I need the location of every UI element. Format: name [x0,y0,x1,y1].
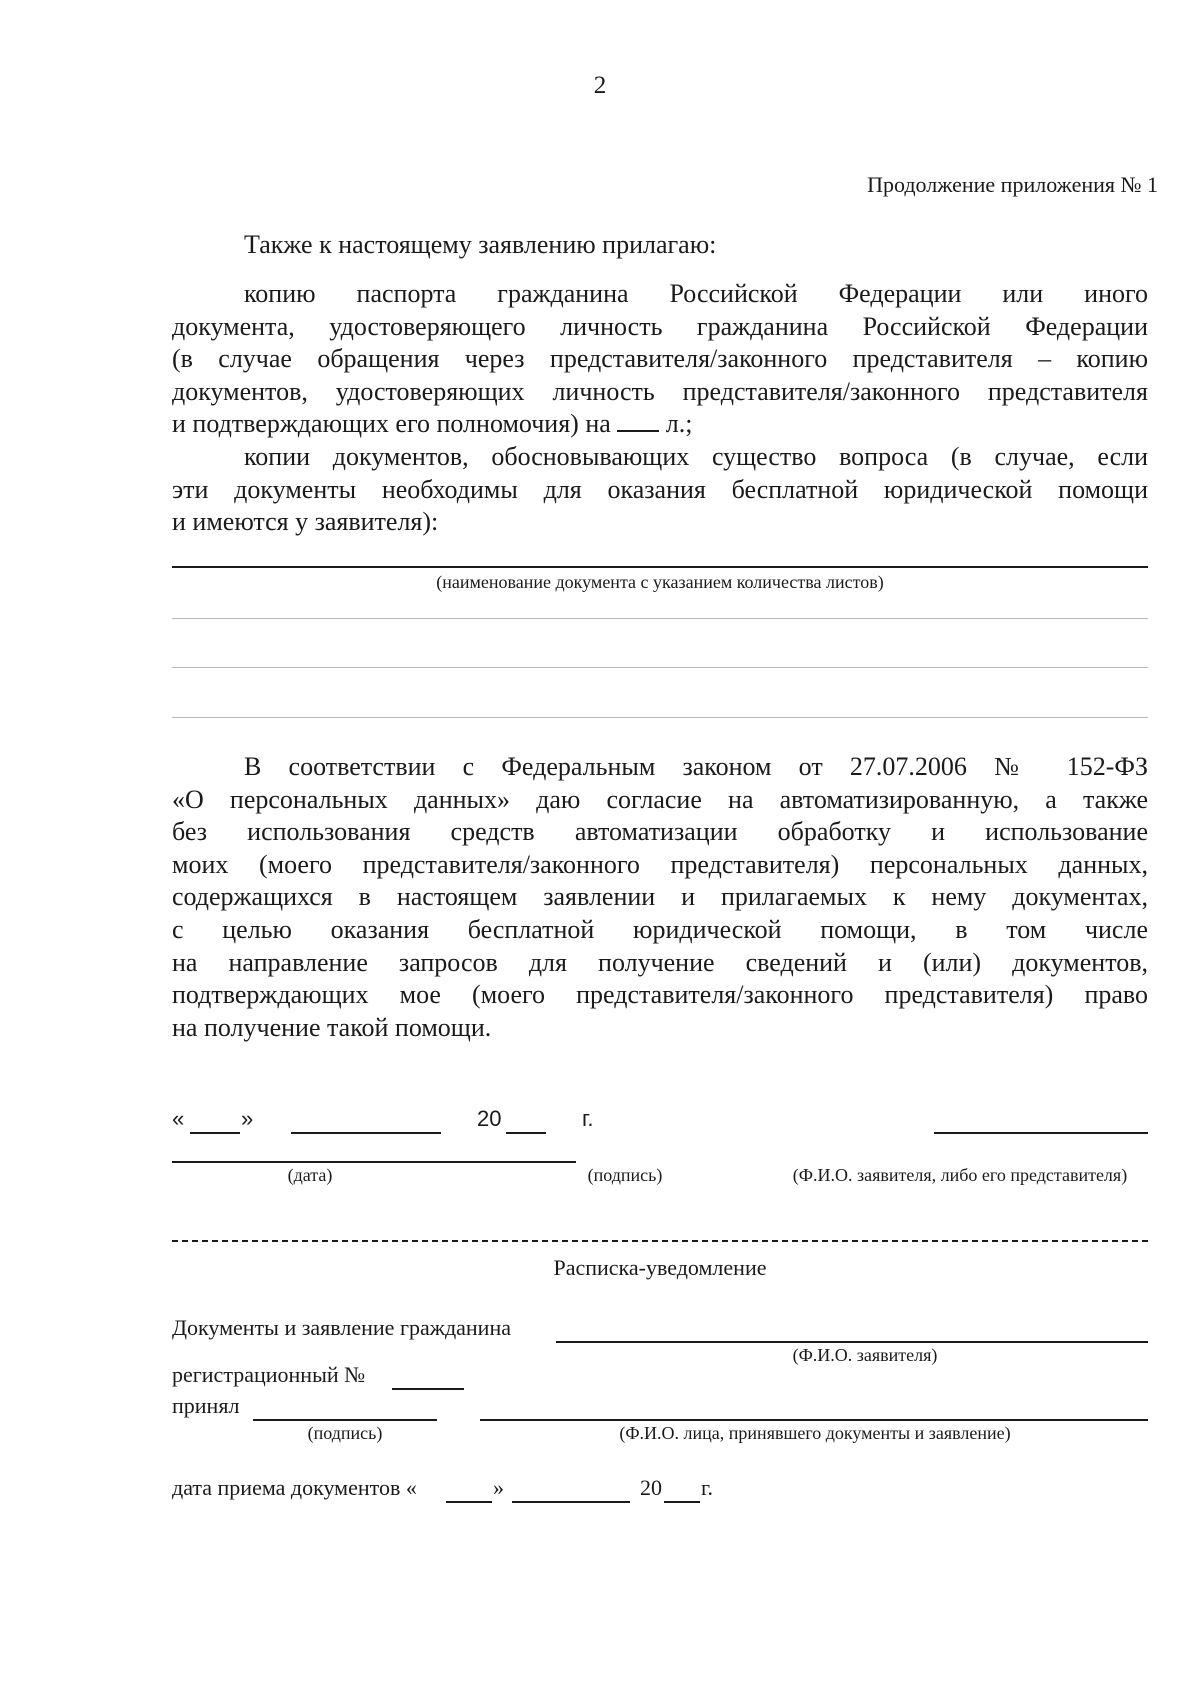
consent-line-5: содержащихся в настоящем заявлении и прилагаемых к нему документах, [172,882,1148,912]
consent-paragraph [172,751,1148,1044]
attach-intro-text: Также к настоящему заявлению прилагаю: [244,230,717,259]
caption-signature: (подпись) [587,1165,663,1185]
receipt-docs-label: Документы и заявление гражданина [172,1315,511,1340]
receipt-date-year: 20 [640,1475,662,1500]
page-number: 2 [593,72,607,99]
date-year-blank[interactable] [506,1132,546,1134]
passport-line-4: документов, удостоверяющих личность представителя/законного представителя [172,376,1148,406]
receipt-title: Расписка-уведомление [553,1255,767,1280]
caption-name: (Ф.И.О. заявителя, либо его представителя) [792,1165,1128,1185]
receipt-date-day-blank[interactable] [446,1501,492,1503]
name-blank[interactable] [934,1132,1148,1134]
date-month-blank[interactable] [291,1132,441,1134]
receipt-accepted-name-blank[interactable] [480,1419,1148,1421]
passport-line-3: (в случае обращения через представителя/законного представителя – копию [172,344,1148,374]
consent-line-6: с целью оказания бесплатной юридической помощи, в том числе [172,914,1148,944]
consent-line-9: на получение такой помощи. [172,1012,492,1042]
signature-blank[interactable] [172,1161,576,1163]
receipt-accepted-label: принял [172,1393,240,1418]
cut-line [172,1240,1148,1242]
passport-line-5-prefix: и подтверждающих его полномочия) на [172,409,611,439]
attach-intro [172,229,1148,262]
consent-line-4: моих (моего представителя/законного представителя) персональных данных, [172,849,1148,879]
doc-list-line-3[interactable] [172,667,1148,668]
docs-line-1: копии документов, обосновывающих существо вопроса (в случае, если [244,441,1148,471]
continuation-label: Продолжение приложения № 1 [867,172,1158,197]
receipt-date-month-blank[interactable] [512,1501,630,1503]
doc-list-line-4[interactable] [172,717,1148,718]
consent-line-3: без использования средств автоматизации обработку и использование [172,817,1148,847]
date-year-prefix: 20 [477,1106,502,1131]
passport-clause [172,278,1148,539]
sheet-count-blank[interactable] [617,408,659,432]
receipt-accepted-sig-caption: (подпись) [307,1423,383,1443]
date-year-suffix: г. [582,1106,594,1131]
doc-list-caption: (наименование документа с указанием количества листов) [436,572,884,592]
doc-list-line-2[interactable] [172,618,1148,619]
consent-line-1: В соответствии с Федеральным законом от 27.07.2006 № 152-ФЗ [244,752,1148,781]
receipt-date-suffix: г. [701,1475,714,1500]
passport-line-2: документа, удостоверяющего личность гражданина Российской Федерации [172,311,1148,341]
receipt-reg-label: регистрационный № [172,1362,366,1387]
receipt-accepted-name-caption: (Ф.И.О. лица, принявшего документы и заявление) [619,1423,1011,1443]
receipt-date-year-blank[interactable] [664,1501,700,1503]
receipt-applicant-caption: (Ф.И.О. заявителя) [792,1345,938,1365]
consent-line-7: на направление запросов для получение сведений и (или) документов, [172,947,1148,977]
date-open-quote: « [172,1106,185,1131]
passport-line-5 [172,408,1148,441]
docs-line-3: и имеются у заявителя): [172,507,439,537]
doc-list-line-1[interactable] [172,566,1148,568]
receipt-date-close: » [493,1475,504,1500]
date-close-quote: » [241,1106,254,1131]
consent-line-2: «О персональных данных» даю согласие на автоматизированную, а также [172,784,1148,814]
passport-line-1: копию паспорта гражданина Российской Федерации или иного [244,279,1148,308]
docs-line-2: эти документы необходимы для оказания бесплатной юридической помощи [172,474,1148,504]
receipt-reg-blank[interactable] [392,1388,464,1390]
caption-date: (дата) [287,1165,333,1185]
date-day-blank[interactable] [190,1132,240,1134]
passport-line-5-suffix: л.; [665,409,693,439]
receipt-date-label: дата приема документов « [172,1475,417,1500]
receipt-applicant-blank[interactable] [556,1341,1148,1343]
receipt-accepted-sig-blank[interactable] [253,1419,437,1421]
consent-line-8: подтверждающих мое (моего представителя/законного представителя) право [172,980,1148,1010]
